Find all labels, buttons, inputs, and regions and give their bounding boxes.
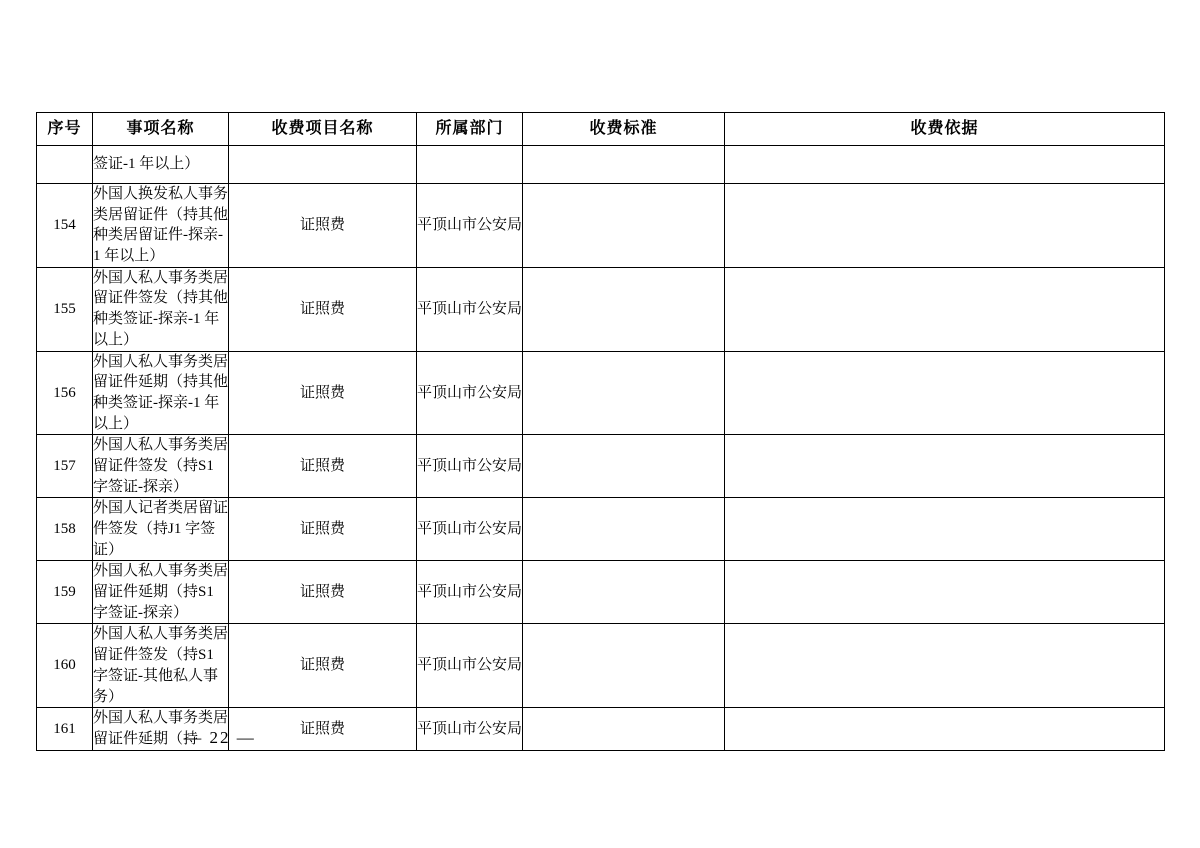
cell-fee-standard bbox=[523, 624, 725, 708]
cell-no: 159 bbox=[37, 561, 93, 624]
table-row bbox=[37, 267, 1165, 351]
page-footer bbox=[0, 728, 1200, 748]
cell-no: 158 bbox=[37, 498, 93, 561]
cell-fee-basis bbox=[725, 624, 1165, 708]
cell-department: 平顶山市公安局 bbox=[417, 351, 523, 435]
column-header-fee-standard: 收费标准 bbox=[523, 113, 725, 146]
cell-item-name: 外国人私人事务类居留证件延期（持其他种类签证-探亲-1 年以上） bbox=[93, 351, 229, 435]
cell-item-name: 外国人私人事务类居留证件延期（持S1 字签证-探亲） bbox=[93, 561, 229, 624]
cell-fee-item-name: 证照费 bbox=[229, 498, 417, 561]
cell-fee-standard bbox=[523, 146, 725, 184]
cell-no: 154 bbox=[37, 184, 93, 268]
cell-no: 161 bbox=[37, 708, 93, 750]
cell-fee-standard bbox=[523, 561, 725, 624]
cell-fee-standard bbox=[523, 351, 725, 435]
fee-table-container bbox=[36, 112, 1164, 751]
cell-fee-item-name: 证照费 bbox=[229, 561, 417, 624]
cell-fee-item-name bbox=[229, 146, 417, 184]
cell-department: 平顶山市公安局 bbox=[417, 624, 523, 708]
cell-fee-basis bbox=[725, 561, 1165, 624]
cell-fee-basis bbox=[725, 184, 1165, 268]
column-header-department: 所属部门 bbox=[417, 113, 523, 146]
page-number: — 22 — bbox=[184, 728, 256, 747]
table-body bbox=[37, 146, 1165, 751]
cell-department: 平顶山市公安局 bbox=[417, 498, 523, 561]
cell-fee-basis bbox=[725, 146, 1165, 184]
cell-fee-item-name: 证照费 bbox=[229, 267, 417, 351]
cell-item-name: 外国人换发私人事务类居留证件（持其他种类居留证件-探亲-1 年以上） bbox=[93, 184, 229, 268]
table-row bbox=[37, 146, 1165, 184]
cell-fee-basis bbox=[725, 435, 1165, 498]
table-row bbox=[37, 351, 1165, 435]
cell-fee-standard bbox=[523, 498, 725, 561]
cell-no: 156 bbox=[37, 351, 93, 435]
table-row bbox=[37, 435, 1165, 498]
cell-fee-item-name: 证照费 bbox=[229, 435, 417, 498]
cell-no: 157 bbox=[37, 435, 93, 498]
cell-department: 平顶山市公安局 bbox=[417, 184, 523, 268]
column-header-no: 序号 bbox=[37, 113, 93, 146]
cell-no: 160 bbox=[37, 624, 93, 708]
fee-table bbox=[36, 112, 1165, 751]
cell-department bbox=[417, 146, 523, 184]
cell-fee-standard bbox=[523, 435, 725, 498]
cell-fee-basis bbox=[725, 267, 1165, 351]
cell-no bbox=[37, 146, 93, 184]
cell-fee-basis bbox=[725, 351, 1165, 435]
cell-no: 155 bbox=[37, 267, 93, 351]
cell-fee-standard bbox=[523, 267, 725, 351]
table-row bbox=[37, 498, 1165, 561]
column-header-item-name: 事项名称 bbox=[93, 113, 229, 146]
cell-department: 平顶山市公安局 bbox=[417, 267, 523, 351]
cell-item-name: 外国人记者类居留证件签发（持J1 字签证） bbox=[93, 498, 229, 561]
cell-department: 平顶山市公安局 bbox=[417, 561, 523, 624]
table-row bbox=[37, 561, 1165, 624]
cell-item-name: 签证-1 年以上） bbox=[93, 146, 229, 184]
cell-fee-item-name: 证照费 bbox=[229, 351, 417, 435]
column-header-fee-basis: 收费依据 bbox=[725, 113, 1165, 146]
cell-fee-item-name: 证照费 bbox=[229, 184, 417, 268]
cell-department: 平顶山市公安局 bbox=[417, 435, 523, 498]
cell-item-name: 外国人私人事务类居留证件签发（持S1 字签证-其他私人事务） bbox=[93, 624, 229, 708]
cell-fee-standard bbox=[523, 184, 725, 268]
table-header bbox=[37, 113, 1165, 146]
table-row bbox=[37, 624, 1165, 708]
cell-item-name: 外国人私人事务类居留证件签发（持其他种类签证-探亲-1 年以上） bbox=[93, 267, 229, 351]
cell-fee-item-name: 证照费 bbox=[229, 708, 417, 750]
cell-fee-item-name: 证照费 bbox=[229, 624, 417, 708]
cell-item-name: 外国人私人事务类居留证件签发（持S1 字签证-探亲） bbox=[93, 435, 229, 498]
cell-department: 平顶山市公安局 bbox=[417, 708, 523, 750]
cell-item-name: 外国人私人事务类居留证件延期（持 bbox=[93, 708, 229, 750]
cell-fee-basis bbox=[725, 498, 1165, 561]
column-header-fee-item-name: 收费项目名称 bbox=[229, 113, 417, 146]
table-row bbox=[37, 184, 1165, 268]
table-header-row bbox=[37, 113, 1165, 146]
